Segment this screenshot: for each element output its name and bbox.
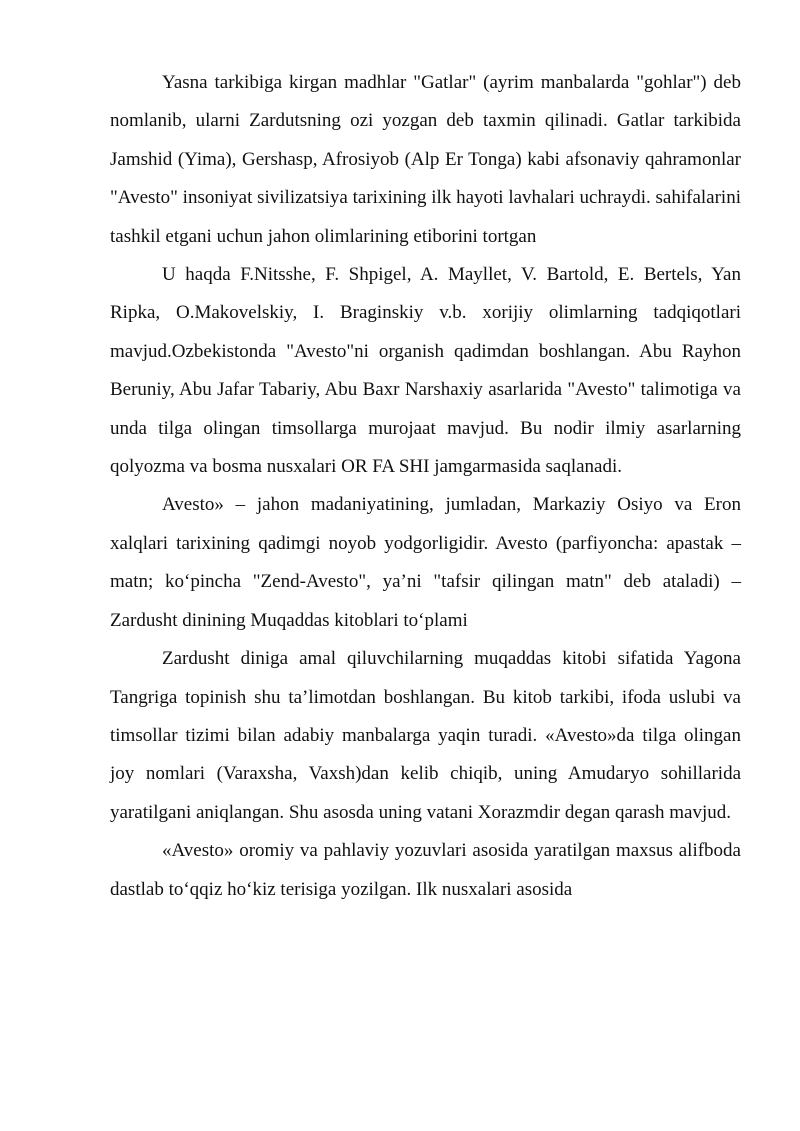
paragraph-researchers: U haqda F.Nitsshe, F. Shpigel, A. Mayllet, V. Bartold, E. Bertels, Yan Ripka, O.Makovelskiy, I. Braginskiy v.b. xorijiy olimlarning tadqiqotlari mavjud.Ozbekistonda "Avesto"ni organish qadimdan boshlangan. Abu Rayhon Beruniy, Abu Jafar Tabariy, Abu Baxr Narshaxiy asarlarida "Avesto" talimotiga va unda tilga olingan timsollarga murojaat mavjud. Bu nodir ilmiy asarlarning qolyozma va bosma nusxalari OR FA SHI jamgarmasida saqlanadi. <box>110 264 741 478</box>
paragraph-avesto-definition: Avesto» – jahon madaniyatining, jumladan, Markaziy Osiyo va Eron xalqlari tarixining qadimgi noyob yodgorligidir. Avesto (parfiyoncha: apastak – matn; ko‘pincha "Zend-Avesto", ya’ni "tafsir qilingan matn" deb ataladi) – Zardusht dinining Muqaddas kitoblari to‘plami <box>110 494 741 631</box>
paragraph-gatlar: Yasna tarkibiga kirgan madhlar "Gatlar" (ayrim manbalarda "gohlar") deb nomlanib, ularni Zardutsning ozi yozgan deb taxmin qilinadi. Gatlar tarkibida Jamshid (Yima), Gershasp, Afrosiyob (Alp Er Tonga) kabi afsonaviy qahramonlar "Avesto" insoniyat sivilizatsiya tarixining ilk hayoti lavhalari uchraydi. sahifalarini tashkil etgani uchun jahon olimlarining etiborini tortgan <box>110 72 741 247</box>
paragraph-avesto-script: «Avesto» oromiy va pahlaviy yozuvlari asosida yaratilgan maxsus alifboda dastlab to‘qqiz ho‘kiz terisiga yozilgan. Ilk nusxalari asosida <box>110 840 741 900</box>
document-page <box>110 64 741 909</box>
paragraph-zardusht-religion: Zardusht diniga amal qiluvchilarning muqaddas kitobi sifatida Yagona Tangriga topinish shu ta’limotdan boshlangan. Bu kitob tarkibi, ifoda uslubi va timsollar tizimi bilan adabiy manbalarga yaqin turadi. «Avesto»da tilga olingan joy nomlari (Varaxsha, Vaxsh)dan kelib chiqib, uning Amudaryo sohillarida yaratilgani aniqlangan. Shu asosda uning vatani Xorazmdir degan qarash mavjud. <box>110 648 741 823</box>
